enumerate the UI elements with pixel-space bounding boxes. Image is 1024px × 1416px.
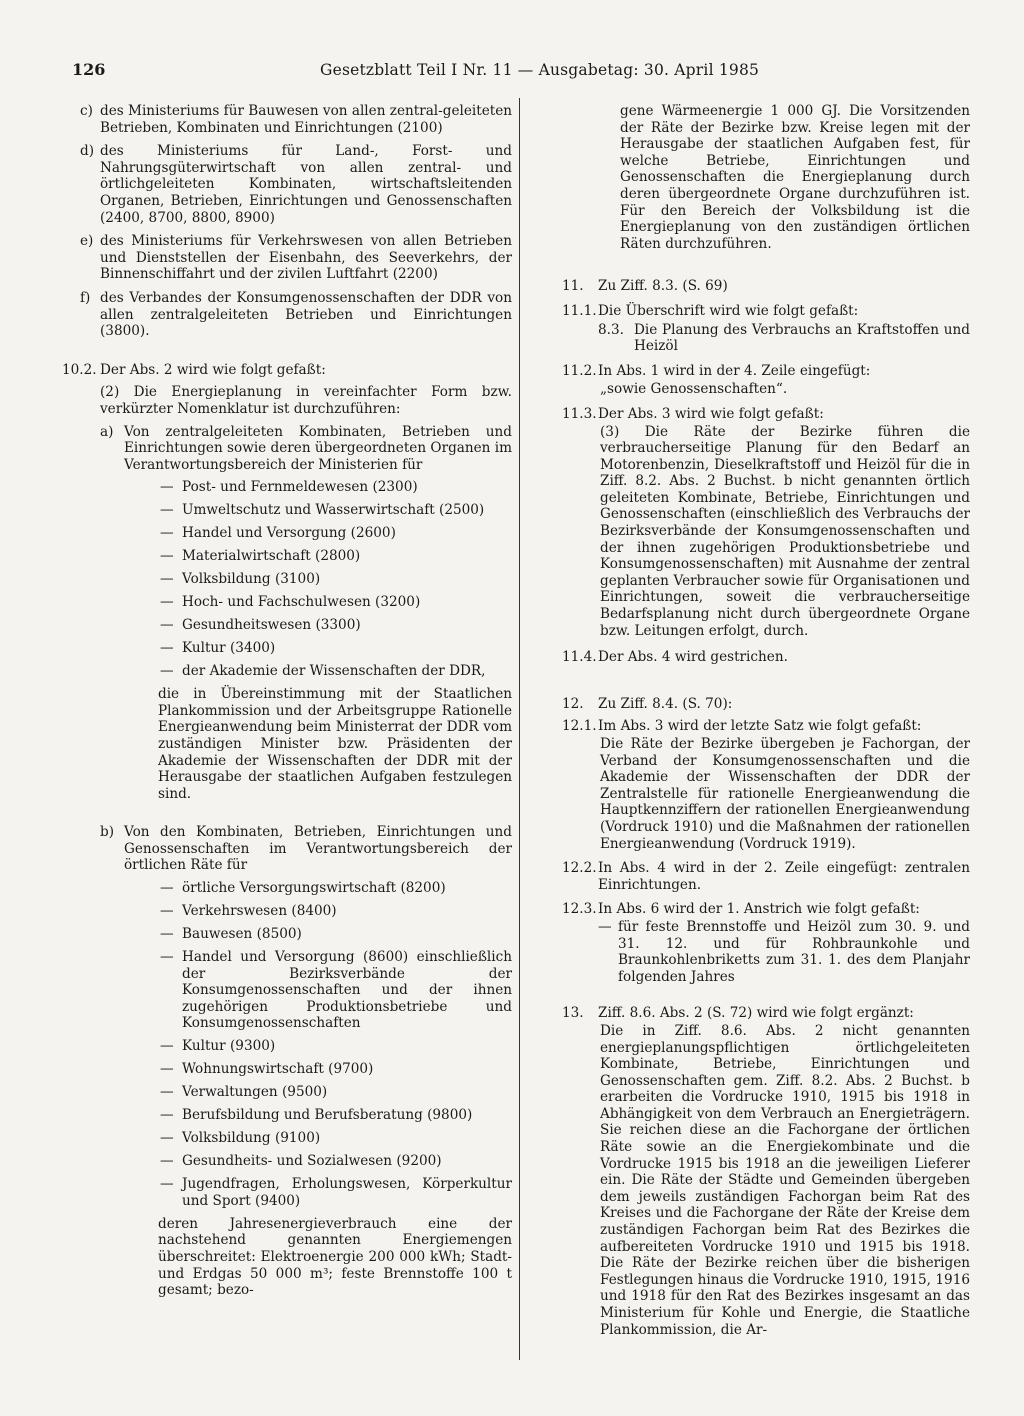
page-header xyxy=(72,62,972,84)
list-item-text: Volksbildung (3100) xyxy=(182,571,321,588)
dash-marker: — xyxy=(160,1130,174,1147)
ministry-list-a xyxy=(100,479,512,679)
section-body: Die Räte der Bezirke übergeben je Fachorgan, der Verband der Konsumgenossenschaften und die Akademie der Wissenschaften der DDR der Zentralstelle für rationelle Energieanwendung die Hauptkennziffern der rationellen Energieanwendung (Vordruck 1910) und die Maßnahmen der rationellen Energieanwendung (Vordruck 1919). xyxy=(600,736,970,852)
section-11-2 xyxy=(562,363,970,380)
section-label: 12.1. xyxy=(562,718,597,735)
list-item-text: Verkehrswesen (8400) xyxy=(182,903,337,920)
section-text: Im Abs. 3 wird der letzte Satz wie folgt gefaßt: xyxy=(598,718,922,735)
dash-marker: — xyxy=(160,594,174,611)
list-item-text: Kultur (9300) xyxy=(182,1038,276,1055)
item-label: f) xyxy=(80,289,91,306)
list-item xyxy=(100,502,512,519)
section-label: 11.2. xyxy=(562,362,597,379)
section-13 xyxy=(562,1005,970,1022)
dash-item xyxy=(562,919,970,985)
list-item xyxy=(100,663,512,680)
list-item-text: Wohnungswirtschaft (9700) xyxy=(182,1061,374,1078)
section-10-2 xyxy=(62,362,512,379)
dash-marker: — xyxy=(160,1107,174,1124)
dash-marker: — xyxy=(160,663,174,680)
section-11-1 xyxy=(562,303,970,320)
list-item-text: Kultur (3400) xyxy=(182,640,276,657)
item-label: d) xyxy=(80,143,95,160)
list-item-text: Gesundheitswesen (3300) xyxy=(182,617,361,634)
list-item xyxy=(100,1130,512,1147)
list-item xyxy=(100,525,512,542)
item-e xyxy=(42,233,512,283)
list-item-text: Handel und Versorgung (2600) xyxy=(182,525,396,542)
section-text: In Abs. 1 wird in der 4. Zeile eingefügt: xyxy=(598,362,871,379)
item-f xyxy=(42,290,512,340)
item-label: c) xyxy=(80,103,93,119)
dash-marker: — xyxy=(160,479,174,496)
ministry-list-b xyxy=(100,880,512,1209)
dash-marker: — xyxy=(160,1153,174,1170)
subsection-8-3 xyxy=(598,322,970,355)
list-item-text: Gesundheits- und Sozialwesen (9200) xyxy=(182,1153,442,1170)
item-c xyxy=(42,103,512,136)
section-text: Zu Ziff. 8.4. (S. 70): xyxy=(598,695,733,712)
dash-marker: — xyxy=(160,926,174,943)
sub-b-after: deren Jahresenergieverbrauch eine der nachstehend genannten Energiemengen überschreitet: Elektroenergie 200 000 kWh; Stadt- und Erdgas 50 000 m³; feste Brennstoffe 100 t gesamt; bezo- xyxy=(158,1215,512,1299)
list-item xyxy=(100,1176,512,1209)
sub-label: 8.3. xyxy=(598,321,624,338)
section-text: Der Abs. 3 wird wie folgt gefaßt: xyxy=(598,405,824,422)
section-label: 12.3. xyxy=(562,901,597,918)
list-item-text: Umweltschutz und Wasserwirtschaft (2500) xyxy=(182,502,485,519)
sub-label: b) xyxy=(100,824,115,841)
dash-marker: — xyxy=(598,918,612,935)
list-item-text: örtliche Versorgungswirtschaft (8200) xyxy=(182,880,446,897)
dash-marker: — xyxy=(160,1176,174,1193)
dash-marker: — xyxy=(160,640,174,657)
section-12 xyxy=(562,696,970,713)
section-text: Ziff. 8.6. Abs. 2 (S. 72) wird wie folgt ergänzt: xyxy=(598,1005,914,1022)
item-text: des Ministeriums für Bauwesen von allen zentral-geleiteten Betrieben, Kombinaten und Einrichtungen (2100) xyxy=(100,103,513,136)
section-label: 13. xyxy=(562,1005,584,1022)
sub-a-after: die in Übereinstimmung mit der Staatlichen Plankommission und der Arbeitsgruppe Rationelle Energieanwendung beim Ministerrat der DDR vom zuständigen Minister bzw. Präsidenten der Akademie der Wissenschaften der DDR mit der Herausgabe der staatlichen Aufgaben festzulegen sind. xyxy=(158,686,512,802)
section-intro: (2) Die Energieplanung in vereinfachter Form bzw. verkürzter Nomenklatur ist durchzuführen: xyxy=(100,384,512,417)
list-item xyxy=(100,1038,512,1055)
sub-label: a) xyxy=(100,423,114,440)
list-item xyxy=(100,926,512,943)
section-body: (3) Die Räte der Bezirke führen die verbraucherseitige Planung für den Bedarf an Motorenbenzin, Dieselkraftstoff und Heizöl für die in Ziff. 8.2. Abs. 2 Buchst. b nicht genannten örtlich geleiteten Kombinate, Betriebe, Einrichtungen und Genossenschaften (einschließlich des Verbrauchs der Bezirksverbände der Konsumgenossenschaften und der ihnen zugehörigen Produktionsbetriebe und Konsumgenossenschaften) mit Ausnahme der zentral geplanten Verbraucher sowie für Organisationen und Einrichtungen, soweit die verbraucherseitige Bedarfsplanung nicht durch übergeordnete Organe bzw. Leitungen erfolgt, durch. xyxy=(600,423,970,639)
section-12-1 xyxy=(562,718,970,735)
section-11 xyxy=(562,278,970,295)
dash-marker: — xyxy=(160,571,174,588)
continuation-text: gene Wärmeenergie 1 000 GJ. Die Vorsitzenden der Räte der Bezirke bzw. Kreise legen mit der Herausgabe der staatlichen Aufgaben fest, für welche Betriebe, Einrichtungen und Genossenschaften die Energieplanung durch deren übergeordnete Organe durchzuführen ist. Für den Bereich der Volksbildung ist die Energieplanung von den zuständigen örtlichen Räten durchzuführen. xyxy=(620,103,970,252)
list-item xyxy=(100,1107,512,1124)
list-item-text: Handel und Versorgung (8600) einschließlich der Bezirksverbände der Konsumgenossenschaften und der ihnen zugehörigen Produktionsbetriebe und Konsumgenossenschaften xyxy=(182,949,512,1032)
right-column xyxy=(562,103,970,1338)
dash-marker: — xyxy=(160,502,174,519)
list-item xyxy=(100,640,512,657)
dash-marker: — xyxy=(160,880,174,897)
list-item-text: Post- und Fernmeldewesen (2300) xyxy=(182,479,418,496)
gazette-title: Gesetzblatt Teil I Nr. 11 — Ausgabetag: 30. April 1985 xyxy=(320,61,760,79)
section-label: 10.2. xyxy=(62,361,97,378)
item-text: des Ministeriums für Land-, Forst- und Nahrungsgüterwirtschaft von allen zentral- und örtlichgeleiteten Kombinaten, wirtschaftsleitenden Organen, Betrieben, Einrichtungen und Genossenschaften (2400, 8700, 8800, 8900) xyxy=(100,143,512,226)
list-item-text: Verwaltungen (9500) xyxy=(182,1084,328,1101)
quoted-insert: „sowie Genossenschaften“. xyxy=(600,381,788,398)
item-text: des Verbandes der Konsumgenossenschaften der DDR von allen zentralgeleiteten Betrieben und Einrichtungen (3800). xyxy=(100,289,512,340)
page-number: 126 xyxy=(72,60,106,79)
section-label: 11.4. xyxy=(562,649,597,666)
list-item-text: Materialwirtschaft (2800) xyxy=(182,548,361,565)
list-item xyxy=(100,571,512,588)
list-item xyxy=(100,548,512,565)
sub-a xyxy=(100,424,512,474)
section-label: 12.2. xyxy=(562,860,597,877)
section-12-3 xyxy=(562,901,970,918)
list-item xyxy=(100,949,512,1032)
section-text: Der Abs. 4 wird gestrichen. xyxy=(598,649,788,666)
item-d xyxy=(42,143,512,226)
section-text: Zu Ziff. 8.3. (S. 69) xyxy=(598,278,728,295)
list-item xyxy=(100,1153,512,1170)
list-item xyxy=(100,617,512,634)
section-11-4 xyxy=(562,649,970,666)
item-label: e) xyxy=(80,233,94,250)
dash-marker: — xyxy=(160,1038,174,1055)
dash-marker: — xyxy=(160,617,174,634)
list-item-text: Berufsbildung und Berufsberatung (9800) xyxy=(182,1107,473,1124)
list-item-text: Bauwesen (8500) xyxy=(182,926,302,943)
sub-b xyxy=(100,824,512,874)
list-item-text: Volksbildung (9100) xyxy=(182,1130,321,1147)
list-item xyxy=(100,1084,512,1101)
list-item xyxy=(100,880,512,897)
section-label: 11.1. xyxy=(562,302,597,319)
dash-marker: — xyxy=(160,525,174,542)
section-12-2 xyxy=(562,860,970,893)
item-text: des Ministeriums für Verkehrswesen von allen Betrieben und Dienststellen der Eisenbahn, des Seeverkehrs, der Binnenschiffahrt und der zivilen Luftfahrt (2200) xyxy=(100,233,512,283)
dash-text: für feste Brennstoffe und Heizöl zum 30. 9. und 31. 12. und für Rohbraunkohle und Braunkohlenbriketts zum 31. 1. des dem Planjahr folgenden Jahres xyxy=(618,918,970,985)
dash-marker: — xyxy=(160,1084,174,1101)
list-item xyxy=(100,903,512,920)
section-text: Die Überschrift wird wie folgt gefaßt: xyxy=(598,302,859,319)
section-label: 11. xyxy=(562,278,584,295)
list-item xyxy=(100,479,512,496)
section-heading: Der Abs. 2 wird wie folgt gefaßt: xyxy=(100,361,326,378)
list-item-text: Hoch- und Fachschulwesen (3200) xyxy=(182,594,421,611)
section-body: Die in Ziff. 8.6. Abs. 2 nicht genannten energieplanungspflichtigen örtlichgeleiteten Kombinate, Betriebe, Einrichtungen und Genossenschaften gem. Ziff. 8.2. Abs. 2 Buchst. b erarbeiten die Vordrucke 1910, 1915 bis 1918 in Abhängigkeit von dem Verbrauch an Energieträgern. Sie reichen diese an die Fachorgane der örtlichen Räte sowie an die Energiekombinate und die Vordrucke 1915 bis 1918 an die jeweiligen Lieferer ein. Die Räte der Städte und Gemeinden übergeben dem jeweils zuständigen Fachorgan beim Rat des Kreises und die Fachorgane der Räte der Kreise dem zuständigen Fachorgan beim Rat des Bezirkes die aufbereiteten Vordrucke 1910 und 1915 bis 1918. Die Räte der Bezirke reichen über die bisherigen Festlegungen hinaus die Vordrucke 1910, 1915, 1916 und 1918 für den Rat des Bezirkes insgesamt an das Ministerium für Kohle und Energie, die Staatliche Plankommission, die Ar- xyxy=(600,1022,970,1338)
left-column xyxy=(62,103,513,1299)
column-divider xyxy=(519,98,520,1360)
section-11-3 xyxy=(562,406,970,423)
section-text: In Abs. 4 wird in der 2. Zeile eingefügt: zentralen Einrichtungen. xyxy=(598,860,970,893)
list-item-text: der Akademie der Wissenschaften der DDR, xyxy=(182,663,486,680)
section-label: 11.3. xyxy=(562,405,597,422)
list-item xyxy=(100,594,512,611)
sub-text: Die Planung des Verbrauchs an Kraftstoffen und Heizöl xyxy=(634,321,970,355)
dash-marker: — xyxy=(160,548,174,565)
sub-text: Von den Kombinaten, Betrieben, Einrichtungen und Genossenschaften im Verantwortungsbereich der örtlichen Räte für xyxy=(124,824,512,874)
list-item xyxy=(100,1061,512,1078)
sub-text: Von zentralgeleiteten Kombinaten, Betrieben und Einrichtungen sowie deren übergeordneten Organen im Verantwortungsbereich der Ministerien für xyxy=(124,423,512,473)
section-text: In Abs. 6 wird der 1. Anstrich wie folgt gefaßt: xyxy=(598,901,920,918)
dash-marker: — xyxy=(160,1061,174,1078)
list-item-text: Jugendfragen, Erholungswesen, Körperkultur und Sport (9400) xyxy=(182,1176,512,1209)
dash-marker: — xyxy=(160,903,174,920)
section-label: 12. xyxy=(562,695,584,712)
dash-marker: — xyxy=(160,949,174,966)
